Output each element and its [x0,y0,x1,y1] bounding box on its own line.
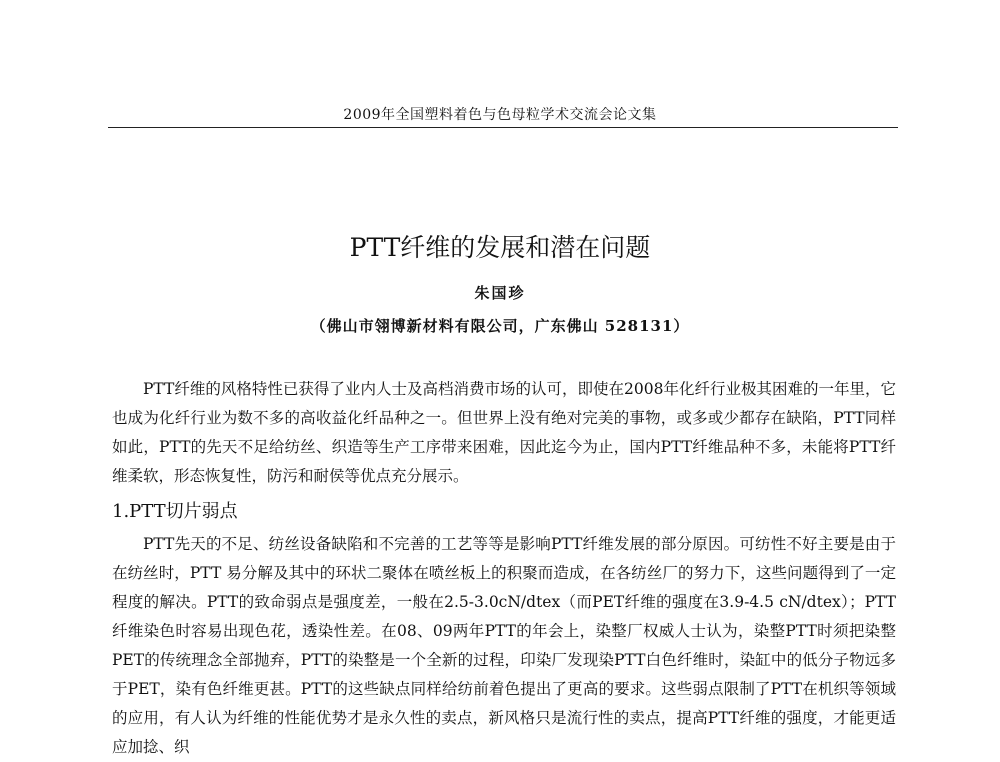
header-rule [108,127,898,128]
intro-paragraph: PTT纤维的风格特性已获得了业内人士及高档消费市场的认可，即使在2008年化纤行业极其困难的一年里，它也成为化纤行业为数不多的高收益化纤品种之一。但世界上没有绝对完美的事物，或多或少都存在缺陷，PTT同样如此，PTT的先天不足给纺丝、织造等生产工序带来困难，因此迄今为止，国内PTT纤维品种不多，未能将PTT纤维柔软，形态恢复性，防污和耐侯等优点充分展示。 [112,380,896,485]
author-name: 朱国珍 [474,284,526,302]
section-paragraph: PTT先天的不足、纺丝设备缺陷和不完善的工艺等等是影响PTT纤维发展的部分原因。可纺性不好主要是由于在纺丝时，PTT 易分解及其中的环状二聚体在喷丝板上的积聚而造成，在各纺丝厂的努力下，这些问题得到了一定程度的解决。PTT的致命弱点是强度差，一般在2.5-3.0cN/dtex（而PET纤维的强度在3.9-4.5 cN/dtex）；PTT纤维染色时容易出现色花，透染性差。在08、09两年PTT的年会上，染整厂权威人士认为，染整PTT时须把染整PET的传统理念全部抛弃，PTT的染整是一个全新的过程，印染厂发现染PTT白色纤维时，染缸中的低分子物远多于PET，染有色纤维更甚。PTT的这些缺点同样给纺前着色提出了更高的要求。这些弱点限制了PTT在机织等领域的应用，有人认为纤维的性能优势才是永久性的卖点，新风格只是流行性的卖点，提高PTT纤维的强度，才能更适应加捻、织 [112,535,896,756]
section-heading: 1.PTT切片弱点 [112,501,238,522]
author-affiliation: （佛山市翎博新材料有限公司，广东佛山 528131） [310,317,690,335]
article-title: PTT纤维的发展和潜在问题 [349,233,651,262]
running-header: 2009年全国塑料着色与色母粒学术交流会论文集 [343,107,657,123]
